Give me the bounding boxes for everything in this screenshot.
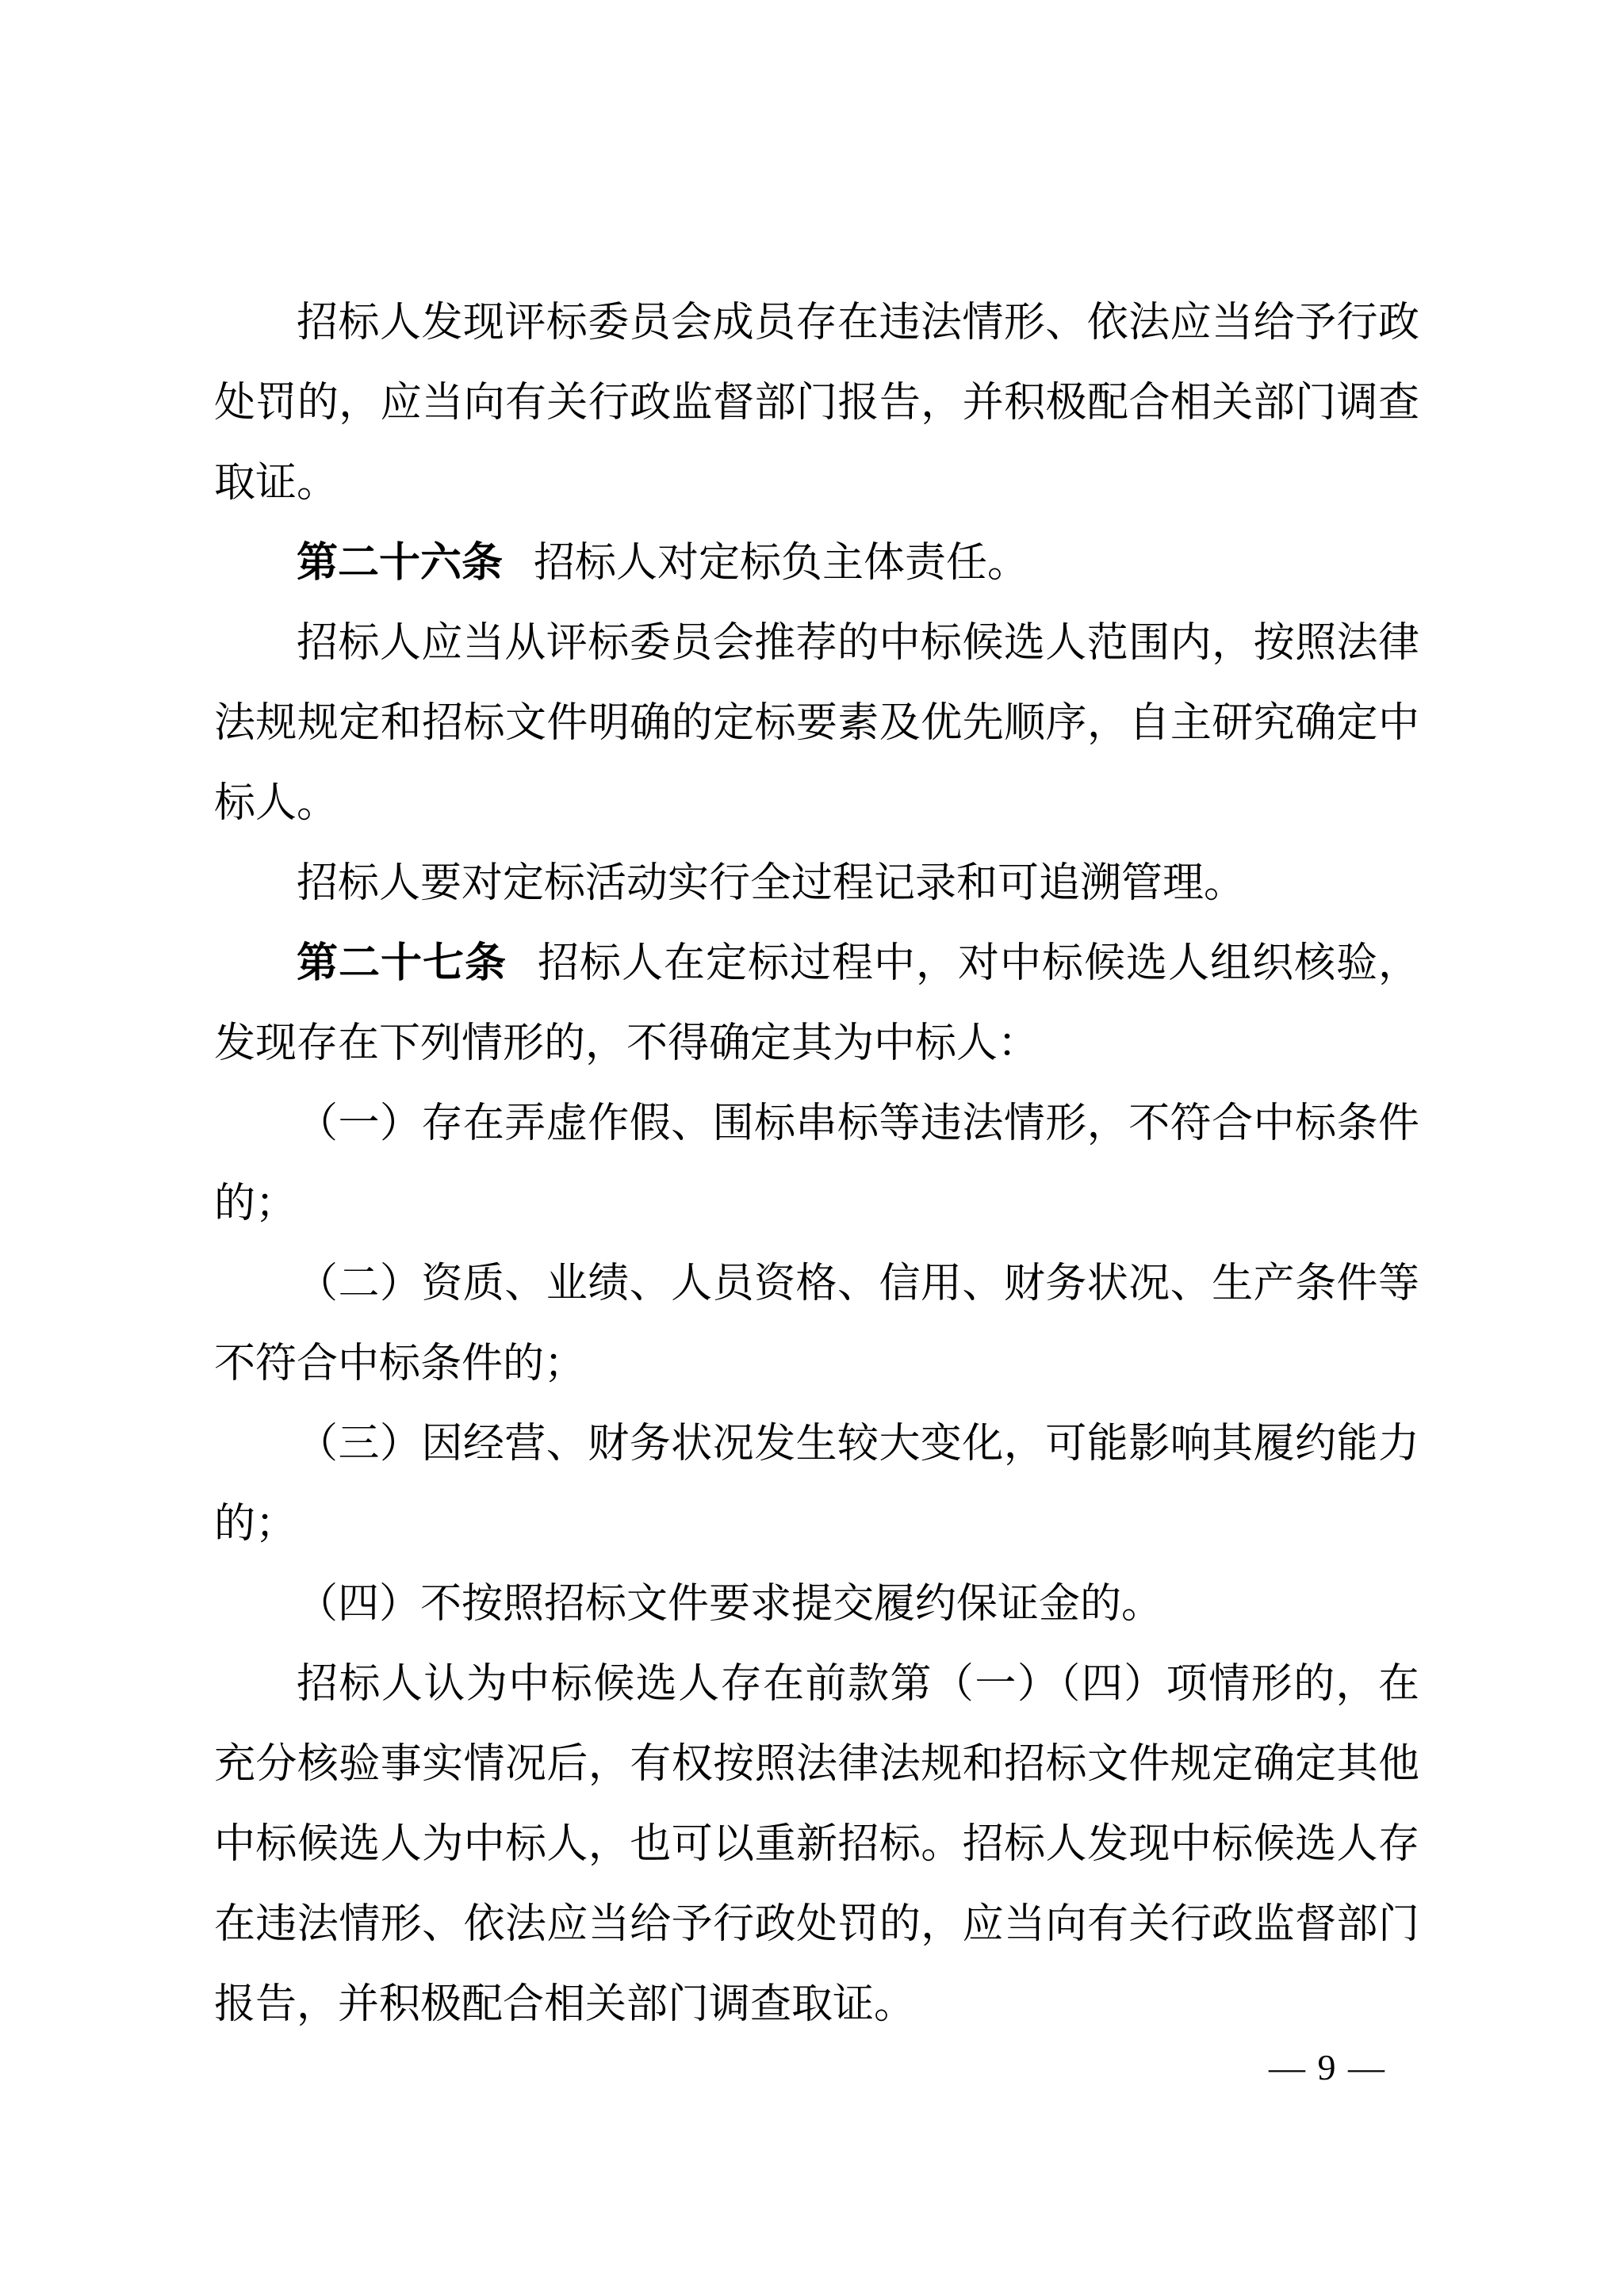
paragraph-text: （二）资质、业绩、人员资格、信用、财务状况、生产条件等不符合中标条件的； — [214, 1261, 1419, 1387]
paragraph-text: 招标人在定标过程中，对中标候选人组织核验，发现存在下列情形的，不得确定其为中标人： — [214, 941, 1419, 1066]
list-item-paragraph — [214, 1404, 1419, 1564]
paragraph — [214, 603, 1419, 844]
page-number: — 9 — — [1269, 2047, 1386, 2087]
article-number-heading: 第二十七条 — [297, 940, 507, 986]
paragraph — [214, 1644, 1419, 2045]
paragraph-text: 招标人发现评标委员会成员存在违法情形、依法应当给予行政处罚的，应当向有关行政监督部门报告，并积极配合相关部门调查取证。 — [214, 300, 1419, 506]
paragraph-text: 招标人要对定标活动实行全过程记录和可追溯管理。 — [297, 861, 1246, 906]
article-paragraph — [214, 523, 1419, 603]
paragraph-text: 招标人对定标负主体责任。 — [534, 541, 1029, 586]
list-item-paragraph — [214, 1084, 1419, 1244]
paragraph — [214, 844, 1419, 924]
paragraph-text: （三）因经营、财务状况发生较大变化，可能影响其履约能力的； — [214, 1422, 1419, 1547]
paragraph-text: （一）存在弄虚作假、围标串标等违法情形，不符合中标条件的； — [214, 1101, 1419, 1226]
document-body — [214, 283, 1419, 2045]
article-paragraph — [214, 924, 1419, 1084]
list-item-paragraph — [214, 1244, 1419, 1404]
paragraph-text: （四）不按照招标文件要求提交履约保证金的。 — [297, 1582, 1163, 1627]
paragraph — [214, 283, 1419, 523]
list-item-paragraph — [214, 1564, 1419, 1644]
paragraph-text: 招标人应当从评标委员会推荐的中标候选人范围内，按照法律法规规定和招标文件明确的定标要素及优先顺序，自主研究确定中标人。 — [214, 621, 1419, 826]
paragraph-text: 招标人认为中标候选人存在前款第（一）（四）项情形的，在充分核验事实情况后，有权按照法律法规和招标文件规定确定其他中标候选人为中标人，也可以重新招标。招标人发现中标候选人存在违法情形、依法应当给予行政处罚的，应当向有关行政监督部门报告，并积极配合相关部门调查取证。 — [214, 1662, 1419, 2027]
article-number-heading: 第二十六条 — [297, 540, 504, 586]
